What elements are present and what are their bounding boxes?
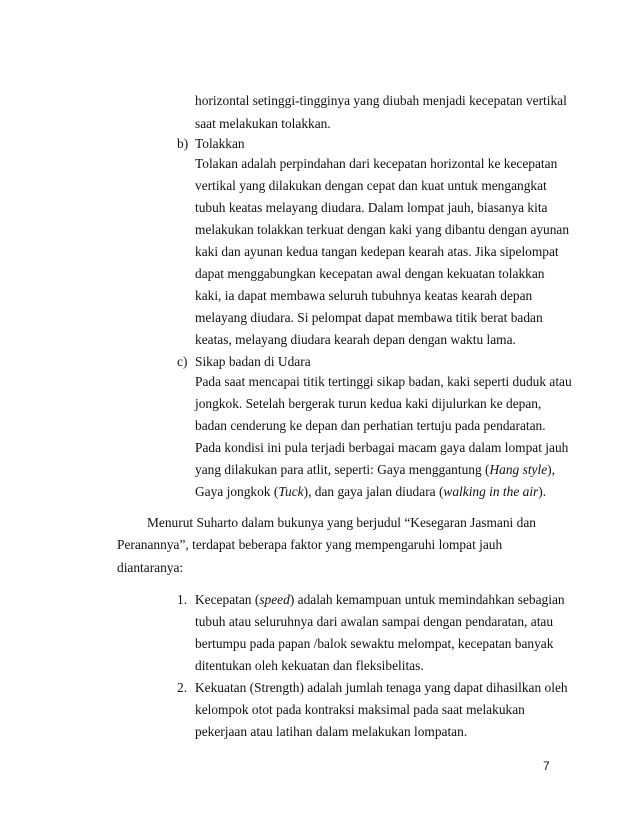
text-line: melakukan tolakkan terkuat dengan kaki yang dibantu dengan ayunan bbox=[195, 222, 570, 237]
text-line: pekerjaan atau latihan dalam melakukan lompatan. bbox=[195, 724, 468, 739]
list-marker: 2. bbox=[177, 680, 188, 695]
text-run: ), dan gaya jalan diudara ( bbox=[303, 484, 444, 499]
text-line: ditentukan oleh kekuatan dan fleksibelitas. bbox=[195, 658, 424, 673]
italic-term: speed bbox=[259, 592, 290, 607]
italic-term: Hang style bbox=[489, 462, 548, 477]
text-line: dapat menggabungkan kecepatan awal dengan kekuatan tolakkan bbox=[195, 266, 545, 281]
list-marker: 1. bbox=[177, 592, 188, 607]
italic-term: Tuck bbox=[278, 484, 304, 499]
text-line: badan cenderung ke depan dan perhatian tertuju pada pendaratan. bbox=[195, 418, 546, 433]
text-line bbox=[195, 484, 546, 500]
text-line: Pada kondisi ini pula terjadi berbagai macam gaya dalam lompat jauh bbox=[195, 440, 569, 455]
text-line: vertikal yang dilakukan dengan cepat dan kuat untuk mengangkat bbox=[195, 178, 547, 193]
text-line: keatas, melayang diudara kearah depan dengan waktu lama. bbox=[195, 332, 516, 347]
italic-term: walking in the air bbox=[443, 484, 539, 499]
text-line: Kekuatan (Strength) adalah jumlah tenaga yang dapat dihasilkan oleh bbox=[195, 680, 568, 695]
text-line: kaki, ia dapat membawa seluruh tubuhnya keatas kearah depan bbox=[195, 288, 533, 303]
text-line: tubuh keatas melayang diudara. Dalam lompat jauh, biasanya kita bbox=[195, 200, 548, 215]
text-line: kelompok otot pada kontraksi maksimal pada saat melakukan bbox=[195, 702, 525, 717]
text-line: tubuh atau seluruhnya dari awalan sampai dengan pendaratan, atau bbox=[195, 614, 554, 629]
text-line: horizontal setinggi-tingginya yang diubah menjadi kecepatan vertikal bbox=[195, 93, 567, 108]
text-line bbox=[195, 592, 565, 608]
text-run: ), bbox=[547, 462, 555, 477]
text-line: Pada saat mencapai titik tertinggi sikap badan, kaki seperti duduk atau bbox=[195, 374, 572, 389]
text-run: ). bbox=[538, 484, 547, 499]
text-line: saat melakukan tolakkan. bbox=[195, 116, 331, 131]
paragraph-line: Peranannya”, terdapat beberapa faktor yang mempengaruhi lompat jauh bbox=[117, 537, 503, 552]
text-run: Gaya jongkok ( bbox=[195, 484, 279, 499]
page-number: 7 bbox=[543, 759, 550, 773]
text-line bbox=[195, 462, 555, 478]
text-line: melayang diudara. Si pelompat dapat membawa titik berat badan bbox=[195, 310, 543, 325]
paragraph-line: diantaranya: bbox=[117, 560, 184, 575]
text-run: ) adalah kemampuan untuk memindahkan sebagian bbox=[289, 592, 565, 607]
text-line: kaki dan ayunan kedua tangan kedepan kearah atas. Jika sipelompat bbox=[195, 244, 559, 259]
text-line: bertumpu pada papan /balok sewaktu melompat, kecepatan banyak bbox=[195, 636, 554, 651]
text-run: yang dilakukan para atlit, seperti: Gaya menggantung ( bbox=[195, 462, 490, 477]
paragraph-line: Menurut Suharto dalam bukunya yang berjudul “Kesegaran Jasmani dan bbox=[147, 515, 536, 530]
text-line: jongkok. Setelah bergerak turun kedua kaki dijulurkan ke depan, bbox=[195, 396, 542, 411]
list-marker: b) bbox=[177, 136, 189, 151]
text-line: Tolakan adalah perpindahan dari kecepatan horizontal ke kecepatan bbox=[195, 156, 558, 171]
list-marker: c) bbox=[177, 354, 188, 369]
subheading: Sikap badan di Udara bbox=[195, 354, 311, 369]
subheading: Tolakkan bbox=[195, 136, 245, 151]
text-run: Kecepatan ( bbox=[195, 592, 260, 607]
